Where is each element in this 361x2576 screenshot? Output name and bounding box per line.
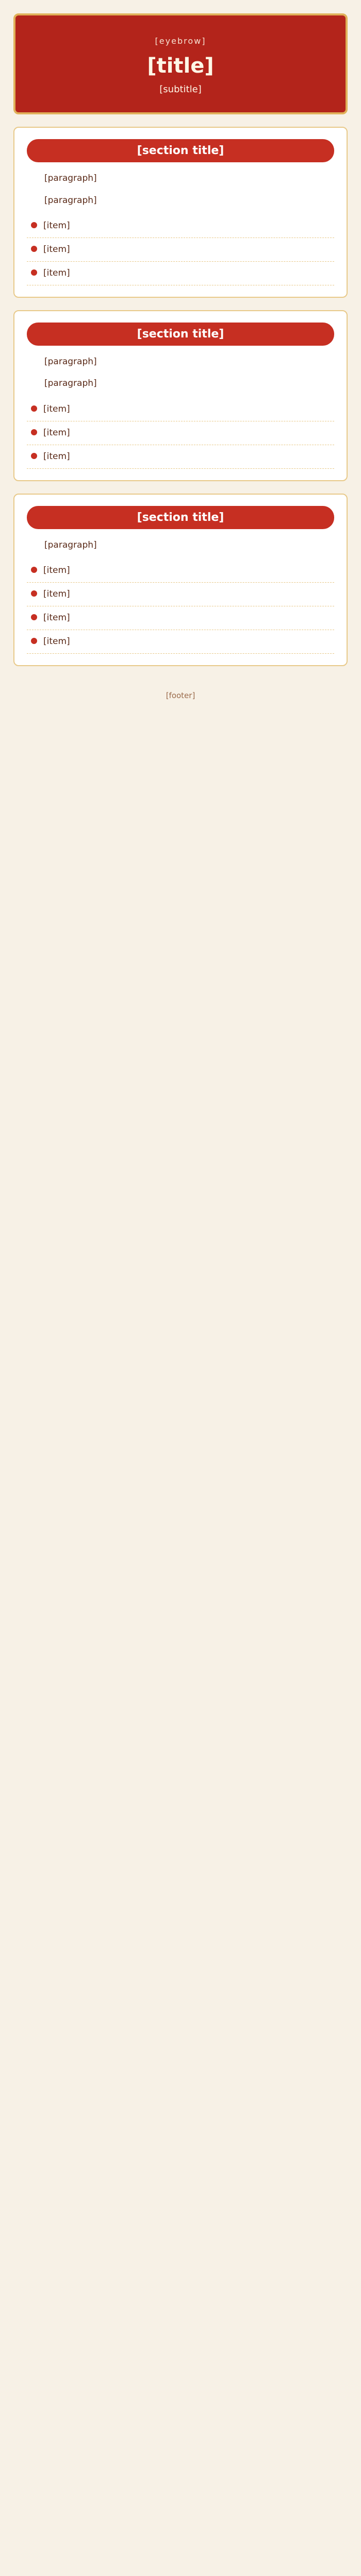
list-item: [27, 421, 334, 445]
bullet-icon: [31, 567, 37, 573]
list-item: [27, 262, 334, 285]
infographic-page: [0, 0, 361, 726]
bullet-icon: [31, 590, 37, 597]
section-list: [27, 398, 334, 469]
list-item: [27, 630, 334, 654]
bullet-icon: [31, 269, 37, 276]
bullet-icon: [31, 246, 37, 252]
section-list: [27, 559, 334, 654]
list-item: [27, 583, 334, 606]
list-item-text: [item]: [43, 244, 70, 255]
list-item: [27, 606, 334, 630]
list-item-text: [item]: [43, 267, 70, 278]
content-section-2: [13, 310, 348, 481]
section-paragraph: [paragraph]: [44, 539, 97, 550]
section-title: [section title]: [27, 323, 334, 346]
page-subtitle: [subtitle]: [159, 84, 202, 95]
section-title: [section title]: [27, 506, 334, 529]
bullet-icon: [31, 453, 37, 459]
list-item-text: [item]: [43, 221, 70, 231]
section-paragraph: [paragraph]: [44, 173, 97, 183]
bullet-icon: [31, 638, 37, 644]
section-paragraph: [paragraph]: [44, 356, 97, 367]
section-paragraph: [paragraph]: [44, 195, 97, 206]
list-item: [27, 214, 334, 238]
section-title: [section title]: [27, 139, 334, 162]
list-item-text: [item]: [43, 404, 70, 415]
header-banner: [13, 13, 348, 114]
content-section-1: [13, 127, 348, 298]
list-item-text: [item]: [43, 565, 70, 576]
bullet-icon: [31, 429, 37, 435]
list-item: [27, 238, 334, 262]
page-title: [title]: [147, 54, 214, 78]
footer-text: [footer]: [166, 690, 195, 700]
bullet-icon: [31, 405, 37, 412]
bullet-icon: [31, 614, 37, 620]
list-item-text: [item]: [43, 451, 70, 462]
list-item-text: [item]: [43, 636, 70, 647]
section-list: [27, 214, 334, 285]
list-item: [27, 559, 334, 583]
list-item-text: [item]: [43, 613, 70, 623]
list-item: [27, 398, 334, 421]
list-item-text: [item]: [43, 427, 70, 438]
section-paragraph: [paragraph]: [44, 378, 97, 389]
eyebrow-text: [eyebrow]: [155, 36, 206, 46]
list-item: [27, 445, 334, 469]
list-item-text: [item]: [43, 589, 70, 600]
content-section-3: [13, 494, 348, 666]
bullet-icon: [31, 222, 37, 228]
